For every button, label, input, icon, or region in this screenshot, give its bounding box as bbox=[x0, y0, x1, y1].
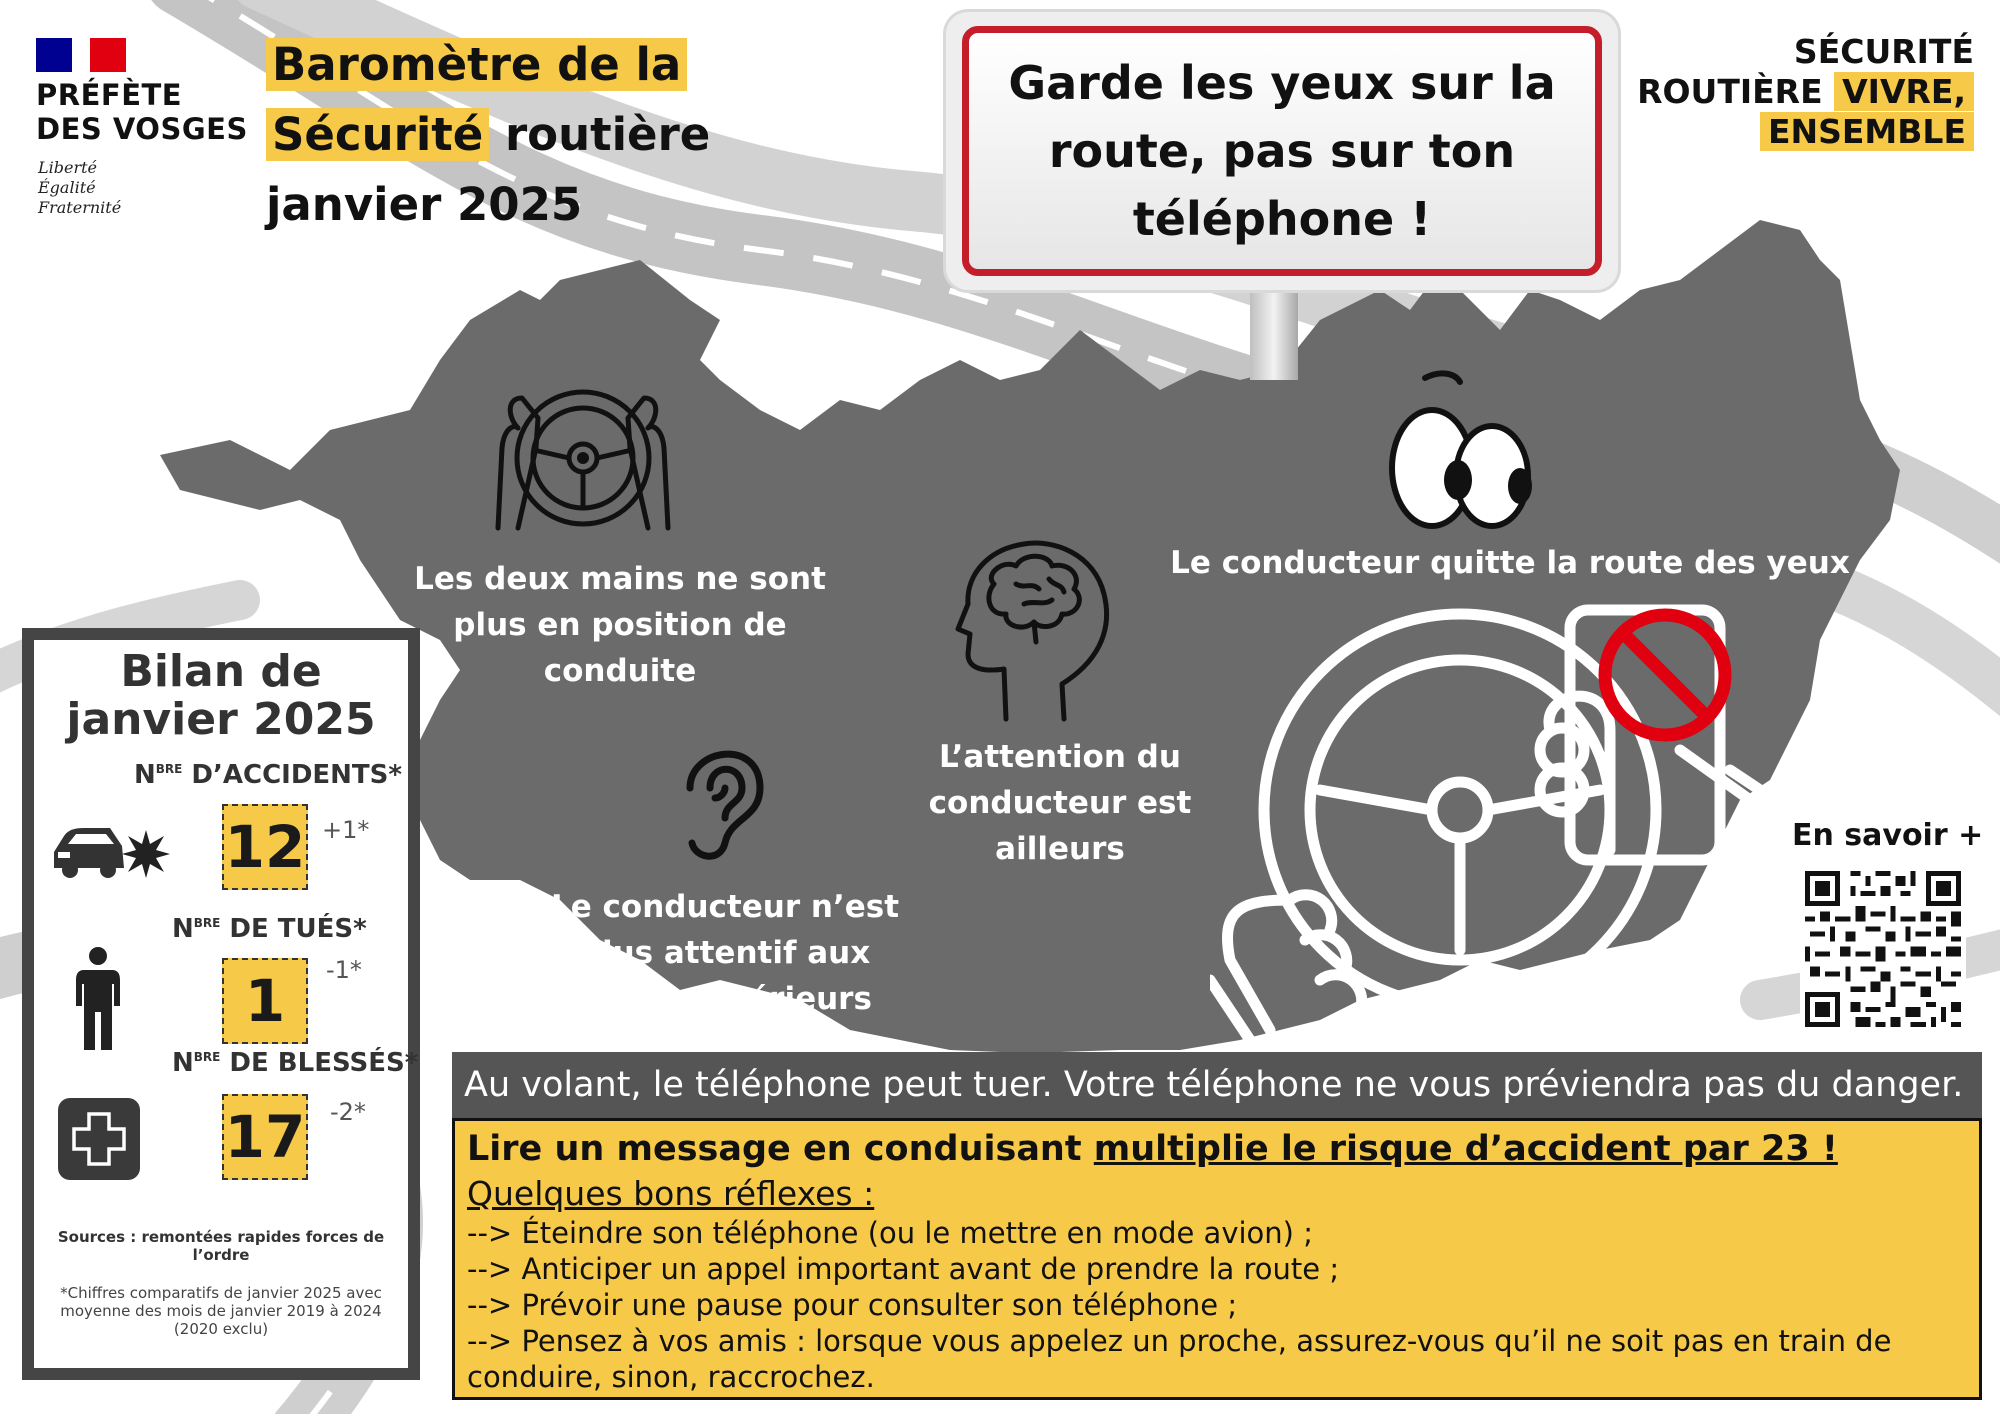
republic-motto bbox=[38, 158, 121, 218]
caption-hands bbox=[400, 556, 840, 694]
brand-securite-routiere bbox=[1637, 32, 1974, 152]
injured-value: 17 bbox=[222, 1094, 308, 1180]
killed-label: $N^{BRE}$ DE TUÉS* bbox=[172, 914, 367, 944]
caption-brain-line-3: ailleurs bbox=[995, 831, 1125, 867]
killed-value: 1 bbox=[222, 958, 308, 1044]
caption-ear bbox=[520, 884, 930, 1022]
title-highlight-word: Sécurité bbox=[266, 108, 489, 161]
page-title bbox=[266, 30, 710, 240]
tips-subtitle: Quelques bons réflexes : bbox=[467, 1174, 875, 1213]
brand-line-3-highlight: ENSEMBLE bbox=[1760, 112, 1974, 151]
tip-item: --> Pensez à vos amis : lorsque vous appelez un proche, assurez-vous qu’il ne soit pas en train de bbox=[467, 1324, 1892, 1358]
cartoon-eyes-icon bbox=[1380, 368, 1540, 538]
tips-headline: Lire un message en conduisant multiplie le risque d’accident par 23 ! bbox=[467, 1129, 1838, 1169]
sign-line-1: Garde les yeux sur la bbox=[1008, 56, 1556, 110]
motto-liberte: Liberté bbox=[38, 158, 97, 177]
injured-diff: -2* bbox=[330, 1098, 366, 1126]
warning-banner: Au volant, le téléphone peut tuer. Votre téléphone ne vous préviendra pas du danger. bbox=[452, 1052, 1982, 1118]
injured-label: $N^{BRE}$ DE BLESSÉS* bbox=[172, 1048, 419, 1078]
road-sign bbox=[962, 26, 1602, 276]
tip-item: --> Anticiper un appel important avant de prendre la route ; bbox=[467, 1252, 1340, 1286]
prefecture-line-2: DES VOSGES bbox=[36, 112, 248, 146]
tip-item: --> Éteindre son téléphone (ou le mettre en mode avion) ; bbox=[467, 1216, 1313, 1250]
steering-phone-icon bbox=[1210, 600, 1770, 1040]
marianne-flag-icon bbox=[36, 38, 126, 72]
prefecture-name bbox=[36, 78, 248, 146]
title-line-2-rest: routière bbox=[489, 108, 711, 161]
steering-hands-icon bbox=[478, 378, 688, 538]
caption-ear-line-3: bruits extérieurs bbox=[578, 981, 872, 1017]
tip-item: --> Prévoir une pause pour consulter son téléphone ; bbox=[467, 1288, 1238, 1322]
stats-sources: Sources : remontées rapides forces de l’ordre bbox=[57, 1228, 385, 1264]
stats-title bbox=[34, 648, 408, 744]
caption-ear-line-1: Le conducteur n’est bbox=[550, 889, 900, 925]
brand-line-1: SÉCURITÉ bbox=[1793, 32, 1974, 71]
title-line-3: janvier 2025 bbox=[266, 178, 583, 231]
car-crash-icon bbox=[50, 822, 170, 884]
learn-more-label[interactable]: En savoir + bbox=[1792, 818, 1984, 853]
title-line-1: Baromètre de la bbox=[266, 38, 687, 91]
sign-pole bbox=[1250, 290, 1298, 380]
brand-line-2-plain: ROUTIÈRE bbox=[1637, 72, 1823, 111]
tips-headline-emphasis: multiplie le risque d’accident par 23 ! bbox=[1093, 1129, 1838, 1169]
accidents-value: 12 bbox=[222, 804, 308, 890]
tips-box bbox=[452, 1118, 1982, 1400]
caption-brain-line-2: conducteur est bbox=[928, 785, 1192, 821]
stats-title-line-2: janvier 2025 bbox=[66, 694, 376, 745]
prefecture-line-1: PRÉFÈTE bbox=[36, 78, 183, 112]
caption-hands-line-1: Les deux mains ne sont bbox=[414, 561, 826, 597]
accidents-diff: +1* bbox=[322, 816, 370, 844]
caption-brain-line-1: L’attention du bbox=[939, 739, 1181, 775]
caption-eyes: Le conducteur quitte la route des yeux bbox=[1170, 545, 1850, 581]
stats-title-line-1: Bilan de bbox=[120, 646, 322, 697]
sign-line-3: téléphone ! bbox=[1132, 192, 1432, 246]
medical-cross-icon bbox=[58, 1098, 140, 1180]
stats-footnote: *Chiffres comparatifs de janvier 2025 avec moyenne des mois de janvier 2019 à 2024 (2020 exclu) bbox=[60, 1284, 382, 1338]
motto-egalite: Égalité bbox=[38, 178, 96, 197]
sign-line-2: route, pas sur ton bbox=[1048, 124, 1516, 178]
ear-icon bbox=[670, 728, 780, 868]
brand-line-2-highlight: VIVRE, bbox=[1834, 72, 1974, 111]
person-icon bbox=[74, 946, 122, 1050]
motto-fraternite: Fraternité bbox=[38, 198, 122, 217]
caption-ear-line-2: plus attentif aux bbox=[579, 935, 871, 971]
tip-item-continued: conduire, sinon, raccrochez. bbox=[467, 1360, 875, 1394]
sign-message bbox=[992, 49, 1572, 253]
caption-brain bbox=[880, 734, 1240, 872]
no-sign-icon bbox=[1605, 615, 1725, 735]
qr-code-icon[interactable] bbox=[1800, 866, 1966, 1032]
caption-hands-line-3: conduite bbox=[543, 653, 697, 689]
brain-head-icon bbox=[954, 534, 1114, 724]
caption-hands-line-2: plus en position de bbox=[453, 607, 787, 643]
killed-diff: -1* bbox=[326, 956, 362, 984]
accidents-label: $N^{BRE}$ D’ACCIDENTS* bbox=[134, 760, 402, 790]
